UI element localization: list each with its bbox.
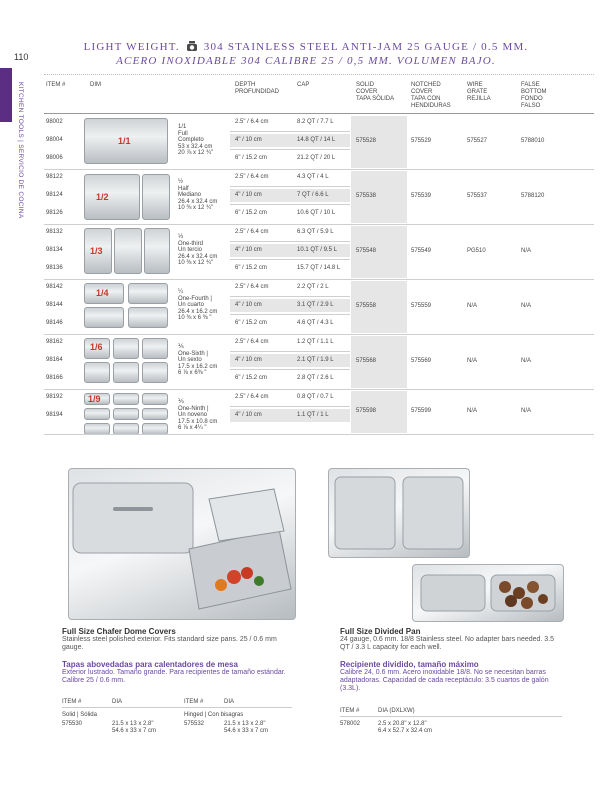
divided-pan-photo [328, 468, 470, 558]
header-line-1 [0, 40, 612, 53]
pan-illustration [113, 362, 139, 383]
divided-pan-title-es: Recipiente dividido, tamaño máximo [340, 660, 479, 669]
group-rule [44, 334, 594, 335]
item-number: 98146 [46, 320, 63, 326]
capacity-value: 0.8 QT / 0.7 L [297, 394, 334, 400]
pan-illustration [142, 338, 168, 359]
pan-size-description: ⅙ One-Sixth | Un sexto 17.5 x 16.2 cm 6 ⅞ x 6⅜ " [178, 344, 218, 376]
capacity-value: 8.2 QT / 7.7 L [297, 119, 334, 125]
notched-cover-value: 575539 [411, 193, 432, 199]
chafer-hinged-label: Hinged | Con bisagras [184, 712, 244, 718]
pan-illustration [84, 362, 110, 383]
pan-size-label: 1/3 [90, 246, 103, 256]
item-number: 98132 [46, 229, 63, 235]
wire-grate-value: N/A [467, 303, 478, 309]
capacity-value: 14.8 QT / 14 L [297, 137, 336, 143]
chafer-rule [62, 707, 292, 708]
depth-value: 6" / 15.2 cm [235, 210, 267, 216]
group-rule [44, 169, 594, 170]
capacity-value: 7 QT / 6.6 L [297, 192, 329, 198]
solid-cover-value: 575568 [356, 358, 377, 364]
capacity-value: 3.1 QT / 2.9 L [297, 302, 334, 308]
depth-value: 2.5" / 6.4 cm [235, 394, 269, 400]
pan-size-description: 1/1 Full Completo 53 x 32.4 cm 20 ⅞ x 12 ¾" [178, 124, 214, 156]
chafer-dome-covers-photo [68, 468, 296, 620]
wire-grate-value: N/A [467, 408, 478, 414]
solid-cover-value: 575528 [356, 138, 377, 144]
capacity-value: 4.6 QT / 4.3 L [297, 320, 334, 326]
depth-value: 4" / 10 cm [235, 302, 262, 308]
chafer-cover-title-es: Tapas abovedadas para calentadores de mesa [62, 660, 238, 669]
capacity-value: 10.1 QT / 9.5 L [297, 247, 337, 253]
header-text-a: LIGHT WEIGHT. [83, 41, 180, 53]
header-text-b: 304 STAINLESS STEEL ANTI-JAM 25 GAUGE / 0.5 MM. [203, 41, 529, 53]
false-bottom-value: N/A [521, 303, 532, 309]
chafer-solid-item: 575530 [62, 721, 83, 727]
col-header-depth: DEPTH PROFUNDIDAD [235, 82, 280, 95]
pan-size-description: ¼ One-Fourth | Un cuarto 26.4 x 16.2 cm 10 ⅜ x 6 ⅜ " [178, 289, 218, 321]
divided-pan-food-photo [412, 564, 564, 622]
false-bottom-value: N/A [521, 248, 532, 254]
wire-grate-value: 575537 [467, 193, 488, 199]
row-rule [230, 149, 350, 150]
pan-illustration [142, 393, 168, 405]
pan-illustration [142, 174, 170, 220]
row-rule [230, 369, 350, 370]
pan-size-label: 1/9 [88, 394, 101, 404]
scale-icon [186, 40, 198, 52]
capacity-value: 2.2 QT / 2 L [297, 284, 329, 290]
item-number: 98002 [46, 119, 63, 125]
depth-value: 2.5" / 6.4 cm [235, 174, 269, 180]
pan-illustration [142, 362, 168, 383]
wire-grate-value: N/A [467, 358, 478, 364]
depth-value: 4" / 10 cm [235, 247, 262, 253]
depth-value: 2.5" / 6.4 cm [235, 339, 269, 345]
capacity-value: 4.3 QT / 4 L [297, 174, 329, 180]
capacity-value: 10.6 QT / 10 L [297, 210, 336, 216]
row-rule [230, 296, 350, 297]
divided-dia: 2.5 x 20.8" x 12.8" 6.4 x 52.7 x 32.4 cm [378, 721, 433, 734]
chafer-solid-label: Solid | Sólida [62, 712, 97, 718]
header-line-2: ACERO INOXIDABLE 304 CALIBRE 25 / 0,5 MM. VOLUMEN BAJO. [116, 55, 496, 67]
pan-illustration [84, 408, 110, 420]
false-bottom-value: N/A [521, 408, 532, 414]
pan-size-label: 1/6 [90, 342, 103, 352]
item-number: 98134 [46, 247, 63, 253]
chafer-col-item: ITEM # [62, 699, 82, 705]
pan-illustration [144, 228, 170, 274]
chafer-col-dia-2: DIA [224, 699, 235, 705]
depth-value: 4" / 10 cm [235, 357, 262, 363]
capacity-value: 1.2 QT / 1.1 L [297, 339, 334, 345]
item-number: 98144 [46, 302, 63, 308]
capacity-value: 6.3 QT / 5.9 L [297, 229, 334, 235]
col-header-solid-cover: SOLID COVER TAPA SÓLIDA [356, 82, 395, 102]
col-header-wire-grate: WIRE GRATE REJILLA [467, 82, 491, 102]
chafer-hinged-item: 575532 [184, 721, 205, 727]
wire-grate-value: PG510 [467, 248, 486, 254]
group-rule [44, 279, 594, 280]
depth-value: 4" / 10 cm [235, 137, 262, 143]
pan-size-description: ⅓ One-third Un tercio 26.4 x 32.4 cm 10 ⅜ x 12 ¾" [178, 234, 218, 266]
capacity-value: 21.2 QT / 20 L [297, 155, 336, 161]
depth-value: 6" / 15.2 cm [235, 155, 267, 161]
pan-illustration [113, 408, 139, 420]
item-number: 98194 [46, 412, 63, 418]
false-bottom-value: 5788120 [521, 193, 545, 199]
table-header-rule [44, 113, 594, 114]
pan-illustration [142, 408, 168, 420]
pan-illustration [113, 338, 139, 359]
chafer-solid-dia: 21.5 x 13 x 2.8" 54.6 x 33 x 7 cm [112, 721, 157, 734]
divided-pan-description-es: Calibre 24, 0.6 mm. Acero inoxidable 18/8. No se necesitan barras adaptadoras. Capacidad de cada receptáculo: 3.5 cuartos de galón (3.3L). [340, 669, 549, 692]
pan-illustration [128, 283, 168, 304]
depth-value: 2.5" / 6.4 cm [235, 229, 269, 235]
depth-value: 6" / 15.2 cm [235, 265, 267, 271]
capacity-value: 2.1 QT / 1.9 L [297, 357, 334, 363]
notched-cover-value: 575529 [411, 138, 432, 144]
false-bottom-value: 5788010 [521, 138, 545, 144]
pan-illustration [84, 174, 140, 220]
item-number: 98164 [46, 357, 63, 363]
divided-rule [340, 716, 562, 717]
solid-cover-value: 575548 [356, 248, 377, 254]
side-section-label: KITCHEN TOOLS | SERVICIO DE COCINA [17, 82, 24, 219]
divided-pan-title: Full Size Divided Pan [340, 627, 421, 636]
depth-value: 2.5" / 6.4 cm [235, 119, 269, 125]
divided-col-dia: DIA (DXLXW) [378, 708, 415, 714]
pan-illustration [84, 307, 124, 328]
pan-size-description: ½ Half Mediano 26.4 x 32.4 cm 10 ⅜ x 12 ¾" [178, 179, 218, 211]
depth-value: 6" / 15.2 cm [235, 375, 267, 381]
depth-value: 4" / 10 cm [235, 412, 262, 418]
capacity-value: 15.7 QT / 14.8 L [297, 265, 341, 271]
item-number: 98126 [46, 210, 63, 216]
item-number: 98004 [46, 137, 63, 143]
capacity-value: 1.1 QT / 1 L [297, 412, 329, 418]
row-rule [230, 351, 350, 352]
row-rule [230, 186, 350, 187]
notched-cover-value: 575569 [411, 358, 432, 364]
side-tab [0, 68, 12, 122]
page-number: 110 [14, 52, 29, 62]
col-header-cap: CAP [297, 82, 310, 88]
pan-illustration [113, 393, 139, 405]
col-header-item: ITEM # [46, 82, 66, 88]
group-rule [44, 389, 594, 390]
chafer-cover-description-es: Exterior lustrado. Tamaño grande. Para recipientes de tamaño estándar. Calibre 25 / 0.6 mm. [62, 669, 286, 684]
item-number: 98192 [46, 394, 63, 400]
chafer-cover-description: Stainless steel polished exterior. Fits standard size pans. 25 / 0.6 mm gauge. [62, 636, 277, 651]
item-number: 98124 [46, 192, 63, 198]
false-bottom-value: N/A [521, 358, 532, 364]
row-rule [230, 131, 350, 132]
pan-size-label: 1/2 [96, 192, 109, 202]
solid-cover-value: 575598 [356, 408, 377, 414]
solid-cover-value: 575558 [356, 303, 377, 309]
col-header-dim: DIM [90, 82, 101, 88]
group-rule [44, 434, 594, 435]
divided-pan-description: 24 gauge, 0.6 mm. 18/8 Stainless steel. No adapter bars needed. 3.5 QT / 3.3 L capacity for each well. [340, 636, 555, 651]
chafer-hinged-dia: 21.5 x 13 x 2.8" 54.6 x 33 x 7 cm [224, 721, 269, 734]
row-rule [230, 204, 350, 205]
item-number: 98162 [46, 339, 63, 345]
depth-value: 4" / 10 cm [235, 192, 262, 198]
pan-size-label: 1/4 [96, 288, 109, 298]
pan-size-label: 1/1 [118, 136, 131, 146]
pan-illustration [128, 307, 168, 328]
chafer-col-dia: DIA [112, 699, 123, 705]
col-header-false-bottom: FALSE BOTTOM FONDO FALSO [521, 82, 547, 109]
col-header-notched-cover: NOTCHED COVER TAPA CON HENDIDURAS [411, 82, 451, 109]
depth-value: 6" / 15.2 cm [235, 320, 267, 326]
item-number: 98136 [46, 265, 63, 271]
item-number: 98166 [46, 375, 63, 381]
row-rule [230, 259, 350, 260]
chafer-col-item-2: ITEM # [184, 699, 204, 705]
wire-grate-value: 575527 [467, 138, 488, 144]
depth-value: 2.5" / 6.4 cm [235, 284, 269, 290]
item-number: 98142 [46, 284, 63, 290]
pan-illustration [114, 228, 142, 274]
header-divider [44, 74, 594, 75]
divided-col-item: ITEM # [340, 708, 360, 714]
capacity-value: 2.8 QT / 2.6 L [297, 375, 334, 381]
divided-item: 578002 [340, 721, 361, 727]
notched-cover-value: 575599 [411, 408, 432, 414]
notched-cover-value: 575549 [411, 248, 432, 254]
group-rule [44, 224, 594, 225]
row-rule [230, 406, 350, 407]
notched-cover-value: 575559 [411, 303, 432, 309]
chafer-cover-title: Full Size Chafer Dome Covers [62, 627, 176, 636]
solid-cover-value: 575538 [356, 193, 377, 199]
row-rule [230, 241, 350, 242]
item-number: 98006 [46, 155, 63, 161]
item-number: 98122 [46, 174, 63, 180]
row-rule [230, 314, 350, 315]
pan-size-description: ⅑ One-Ninth | Un noveno 17.5 x 10.8 cm 6 ⅞ x 4¼ " [178, 399, 218, 431]
